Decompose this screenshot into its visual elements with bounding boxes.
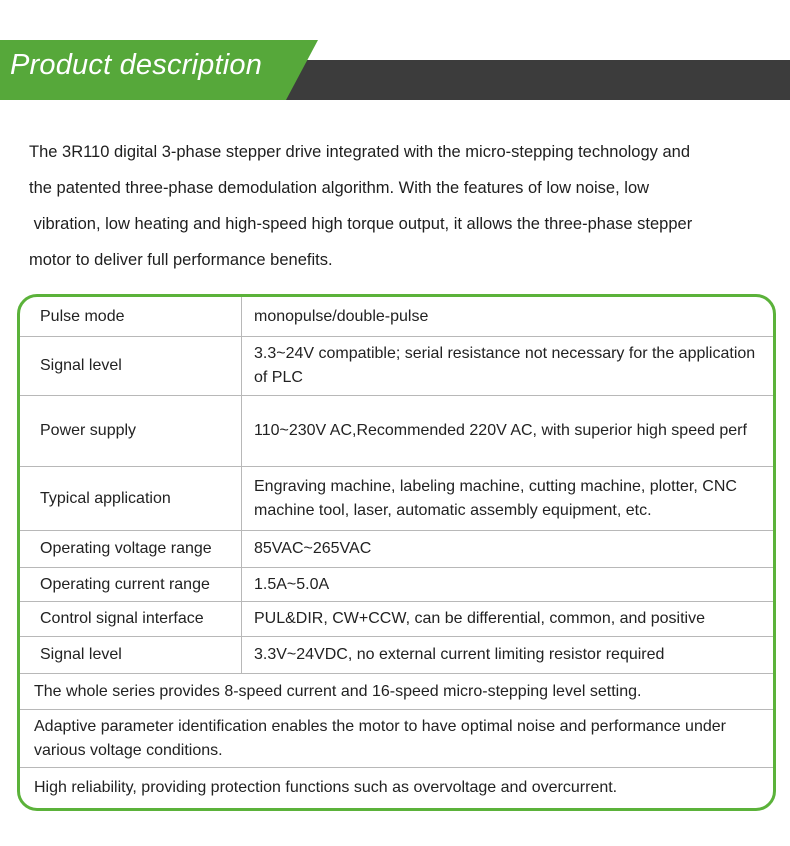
spec-row-control-signal <box>20 602 773 637</box>
intro-line: The 3R110 digital 3-phase stepper drive integrated with the micro-stepping technology and <box>29 143 691 161</box>
spec-note: The whole series provides 8-speed current and 16-speed micro-stepping level setting. <box>34 682 642 700</box>
spec-label: Power supply <box>20 396 242 466</box>
section-title: Product description <box>10 49 263 81</box>
spec-value: monopulse/double-pulse <box>254 307 429 325</box>
spec-row-signal-level <box>20 337 773 396</box>
intro-line: motor to deliver full performance benefits. <box>29 251 333 269</box>
spec-row-operating-current <box>20 568 773 602</box>
spec-row-operating-voltage <box>20 531 773 568</box>
spec-label: Signal level <box>20 637 242 673</box>
spec-label: Typical application <box>20 467 242 530</box>
spec-value: 3.3~24V compatible; serial resistance not necessary for the application of PLC <box>254 345 756 386</box>
spec-label: Signal level <box>20 337 242 395</box>
spec-label: Operating voltage range <box>20 531 242 567</box>
spec-row-typical-application <box>20 467 773 531</box>
spec-row-signal-level-2 <box>20 637 773 674</box>
spec-table <box>17 294 776 811</box>
section-banner <box>0 40 790 100</box>
spec-label: Pulse mode <box>20 297 242 336</box>
spec-value: 110~230V AC,Recommended 220V AC, with superior high speed perf <box>254 422 747 439</box>
spec-value: 1.5A~5.0A <box>254 575 330 593</box>
spec-row-pulse-mode <box>20 297 773 337</box>
spec-row-power-supply <box>20 396 773 467</box>
spec-note-row <box>20 710 773 768</box>
spec-label: Operating current range <box>20 568 242 601</box>
intro-line: the patented three-phase demodulation algorithm. With the features of low noise, low <box>29 179 650 197</box>
spec-note-row <box>20 674 773 710</box>
spec-value: 3.3V~24VDC, no external current limiting resistor required <box>254 646 665 663</box>
intro-line: vibration, low heating and high-speed high torque output, it allows the three-phase stepper <box>29 215 693 233</box>
spec-value: Engraving machine, labeling machine, cutting machine, plotter, CNC machine tool, laser, automatic assembly equipment, etc. <box>254 477 737 519</box>
spec-value: 85VAC~265VAC <box>254 540 372 557</box>
spec-note: Adaptive parameter identification enables the motor to have optimal noise and performance under various voltage conditions. <box>34 717 726 759</box>
spec-value: PUL&DIR, CW+CCW, can be differential, common, and positive <box>254 610 705 627</box>
spec-note: High reliability, providing protection functions such as overvoltage and overcurrent. <box>34 779 618 796</box>
intro-paragraph <box>29 134 769 278</box>
spec-label: Control signal interface <box>20 602 242 636</box>
spec-note-row <box>20 768 773 808</box>
